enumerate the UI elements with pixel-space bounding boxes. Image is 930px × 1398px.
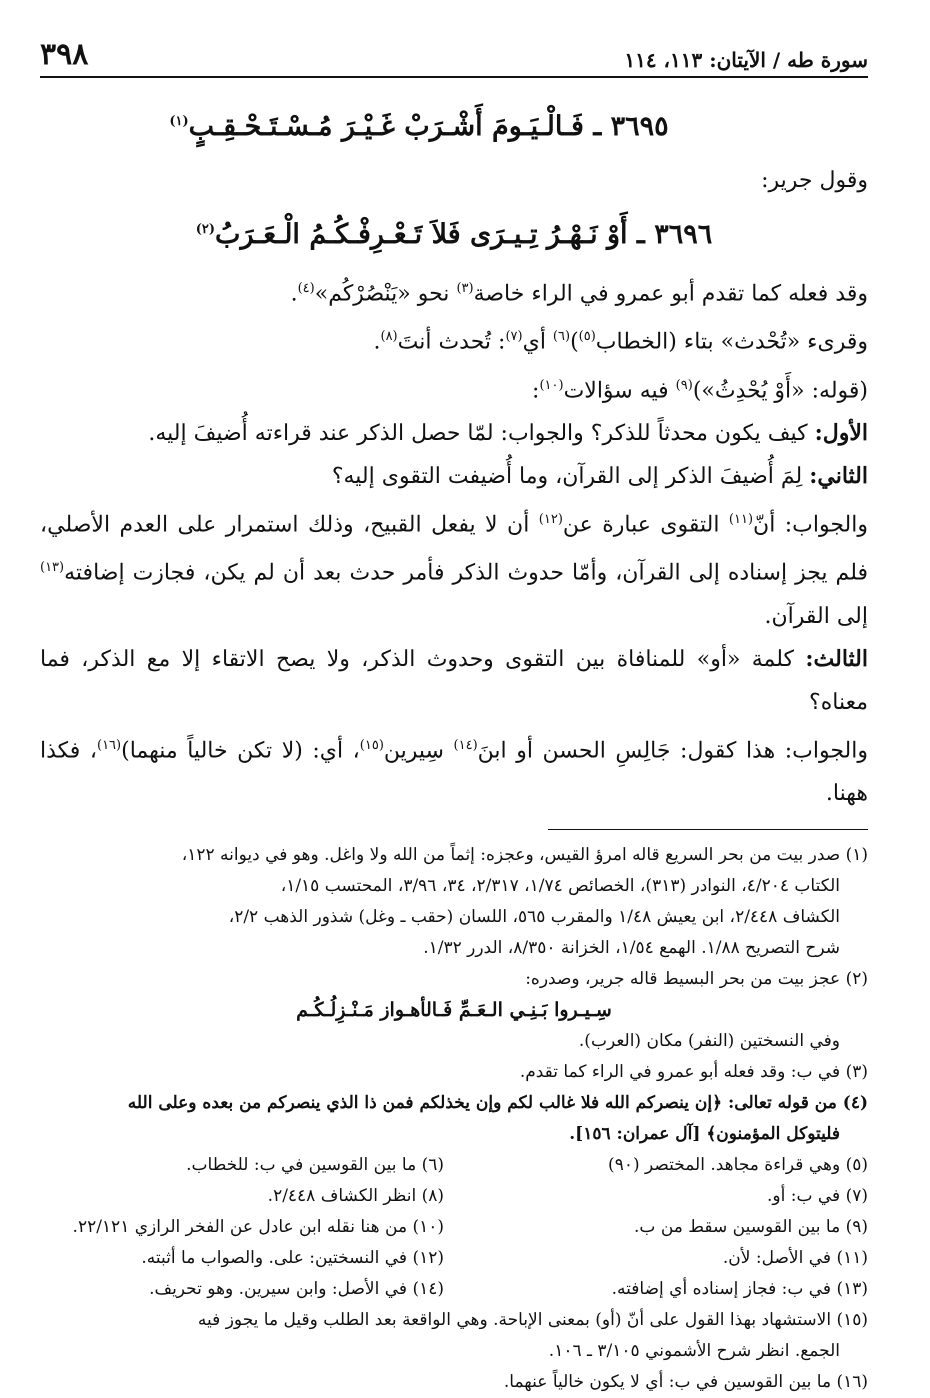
footnote-ref: (١٢) bbox=[538, 511, 563, 527]
footnote-continuation: فليتوكل المؤمنون﴾ [آل عمران: ١٥٦]. bbox=[569, 1123, 840, 1144]
footnote-13: (١٣) في ب: فجاز إسناده أي إضافته. bbox=[611, 1278, 868, 1299]
text: لِمَ أُضيفَ الذكر إلى القرآن، وما أُضيفت التقوى إليه؟ bbox=[331, 463, 810, 489]
question-first bbox=[40, 412, 868, 455]
text: كلمة «أو» للمنافاة بين التقوى وحدوث الذكر، ولا يصح الاتقاء إلا مع الذكر، فما معناه؟ bbox=[40, 646, 868, 715]
text: . bbox=[373, 329, 381, 355]
text: : bbox=[532, 377, 540, 403]
footnote-continuation: وفي النسختين (النفر) مكان (العرب). bbox=[578, 1030, 840, 1051]
footnote-16: (١٦) ما بين القوسين في ب: أي لا يكون خالياً عنهما. bbox=[503, 1371, 868, 1392]
text: كيف يكون محدثاً للذكر؟ والجواب: لمّا حصل الذكر عند قراءته أُضيفَ إليه. bbox=[148, 420, 815, 446]
footnote-ref: (١٦) bbox=[96, 737, 122, 753]
text: التقوى عبارة عن bbox=[562, 512, 729, 538]
footnote-continuation: شرح التصريح ١/٨٨. الهمع ١/٥٤، الخزانة ٨/٣٥٠، الدرر ١/٣٢. bbox=[423, 937, 840, 958]
footnote-6: (٦) ما بين القوسين في ب: للخطاب. bbox=[186, 1154, 444, 1175]
footnote-ref: (٥) bbox=[578, 329, 596, 345]
footnote-ref: (١٥) bbox=[359, 737, 384, 753]
footnotes-two-column bbox=[40, 1150, 868, 1305]
page-number: ٣٩٨ bbox=[40, 37, 89, 72]
text: نحو «يَنْصُرْكُم» bbox=[314, 281, 457, 307]
text: ، أي: (لا تكن خالياً منهما) bbox=[121, 737, 360, 763]
text: . bbox=[290, 281, 298, 307]
footnote-2 bbox=[40, 964, 868, 1057]
footnote-11: (١١) في الأصل: لأن. bbox=[722, 1247, 868, 1268]
footnote-ref: (١٤) bbox=[453, 737, 478, 753]
footnote-ref: (١١) bbox=[728, 511, 754, 527]
text: والجواب: هذا كقول: جَالِسِ الحسن أو ابنَ bbox=[477, 737, 868, 763]
paragraph-questions bbox=[40, 364, 868, 412]
footnote-1 bbox=[40, 840, 868, 964]
intro-jarir: وقول جرير: bbox=[761, 168, 868, 193]
paragraph-reading bbox=[40, 315, 868, 363]
question-second bbox=[40, 455, 868, 498]
footnote-ref: (٣) bbox=[456, 281, 474, 296]
footnote-text: (١٥) الاستشهاد بهذا القول على أنّ (أو) بمعنى الإباحة. وهي الواقعة بعد الطلب وقيل ما يجوز فيه bbox=[197, 1309, 868, 1330]
question-label: الثاني: bbox=[809, 462, 868, 489]
footnote-ref: (٢) bbox=[195, 222, 216, 237]
answer-third bbox=[40, 724, 868, 815]
footnote-ref: (٧) bbox=[505, 329, 523, 345]
footnote-ref: (١٠) bbox=[539, 377, 564, 393]
book-page bbox=[40, 38, 868, 1398]
footnote-8: (٨) انظر الكشاف ٢/٤٤٨. bbox=[267, 1185, 444, 1206]
verse-3695 bbox=[40, 100, 868, 149]
text: أن لا يفعل القبيح، وذلك استمرار على العدم الأصلي، فلم يجز إسناده إلى القرآن، وأمّا حدوث الذكر فأمر حدث بعد أن لم يكن، فجازت إضافته bbox=[40, 512, 868, 586]
question-label: الثالث: bbox=[805, 645, 868, 672]
footnote-text: (٤) من قوله تعالى: ﴿إن ينصركم الله فلا غالب لكم وإن يخذلكم فمن ذا الذي ينصركم من بعده وعلى الله bbox=[127, 1092, 868, 1113]
text: وقرىء «تُحْدث» بتاء (الخطاب bbox=[595, 329, 868, 355]
footnote-continuation: الكشاف ٢/٤٤٨، ابن يعيش ١/٤٨ والمقرب ٥٦٥، اللسان (حقب ـ وغل) شذور الذهب ٢/٢، bbox=[228, 906, 840, 927]
answer-second bbox=[40, 498, 868, 638]
footnote-3: (٣) في ب: وقد فعله أبو عمرو في الراء كما تقدم. bbox=[519, 1061, 868, 1082]
footnote-continuation: الجمع. انظر شرح الأشموني ٣/١٠٥ ـ ١٠٦. bbox=[548, 1340, 840, 1361]
footnote-continuation: الكتاب ٤/٢٠٤، النوادر (٣١٣)، الخصائص ١/٧٤، ٢/٣١٧، ٣٤، ٣/٩٦، المحتسب ١/١٥، bbox=[280, 875, 840, 896]
running-head: سورة طه / الآيتان: ١١٣، ١١٤ bbox=[624, 48, 868, 72]
footnote-5: (٥) وهي قراءة مجاهد. المختصر (٩٠) bbox=[608, 1154, 868, 1175]
main-text bbox=[40, 100, 868, 815]
footnote-ref: (٨) bbox=[380, 329, 398, 345]
footnote-ref: (١) bbox=[169, 114, 189, 129]
footnotes bbox=[40, 840, 868, 1398]
footnote-ref: (٤) bbox=[297, 281, 315, 296]
footnote-verse: سِـيـروا بَـنِـي الـعَـمِّ فَـالأهـواز مَـنْـزِلُـكُـم bbox=[296, 998, 612, 1021]
verse-text: ٣٦٩٥ ـ فَـالْـيَـومَ أَشْـرَبْ غَـيْـرَ مُـسْـتَـحْـقِـبٍ bbox=[188, 111, 669, 142]
text: ، فكذا ههنا. bbox=[40, 737, 868, 806]
footnote-text: (٢) عجز بيت من بحر البسيط قاله جرير، وصدره: bbox=[525, 968, 868, 989]
text: ) bbox=[570, 329, 579, 355]
footnote-4 bbox=[40, 1088, 868, 1150]
paragraph-abu-amr bbox=[40, 267, 868, 315]
question-label: الأول: bbox=[814, 419, 868, 446]
footnote-divider bbox=[548, 829, 868, 830]
text: فيه سؤالات bbox=[563, 377, 676, 403]
footnote-7: (٧) في ب: أو. bbox=[767, 1185, 868, 1206]
verse-3696 bbox=[40, 208, 868, 257]
text: : تُحدث أنتَ bbox=[397, 329, 506, 355]
verse-text: ٣٦٩٦ ـ أَوْ نَـهْـرُ تِـيـرَى فَلاَ تَـعْـرِفْـكُـمُ الْـعَـرَبُ bbox=[215, 219, 713, 250]
footnote-12: (١٢) في النسختين: على. والصواب ما أثبته. bbox=[141, 1247, 444, 1268]
text: سِيرين bbox=[383, 737, 454, 763]
footnote-text: (١) صدر بيت من بحر السريع قاله امرؤ القيس، وعجزه: إثماً من الله ولا واغل. وهو في ديوانه ١٢٢، bbox=[181, 844, 868, 865]
text: أي bbox=[522, 329, 553, 355]
text: وقد فعله كما تقدم أبو عمرو في الراء خاصة bbox=[473, 281, 868, 307]
footnote-ref: (٩) bbox=[675, 377, 693, 393]
footnote-14: (١٤) في الأصل: وابن سيرين. وهو تحريف. bbox=[149, 1278, 444, 1299]
page-header bbox=[40, 38, 868, 78]
footnote-ref: (١٣) bbox=[40, 560, 65, 576]
question-third bbox=[40, 638, 868, 724]
text: والجواب: أنّ bbox=[753, 512, 868, 538]
footnote-ref: (٦) bbox=[552, 329, 571, 345]
footnote-10: (١٠) من هنا نقله ابن عادل عن الفخر الرازي ٢٢/١٢١. bbox=[72, 1216, 444, 1237]
footnote-15 bbox=[40, 1305, 868, 1367]
footnote-9: (٩) ما بين القوسين سقط من ب. bbox=[634, 1216, 868, 1237]
text: (قوله: «أَوْ يُحْدِثُ») bbox=[692, 377, 868, 403]
text: إلى القرآن. bbox=[764, 603, 868, 629]
